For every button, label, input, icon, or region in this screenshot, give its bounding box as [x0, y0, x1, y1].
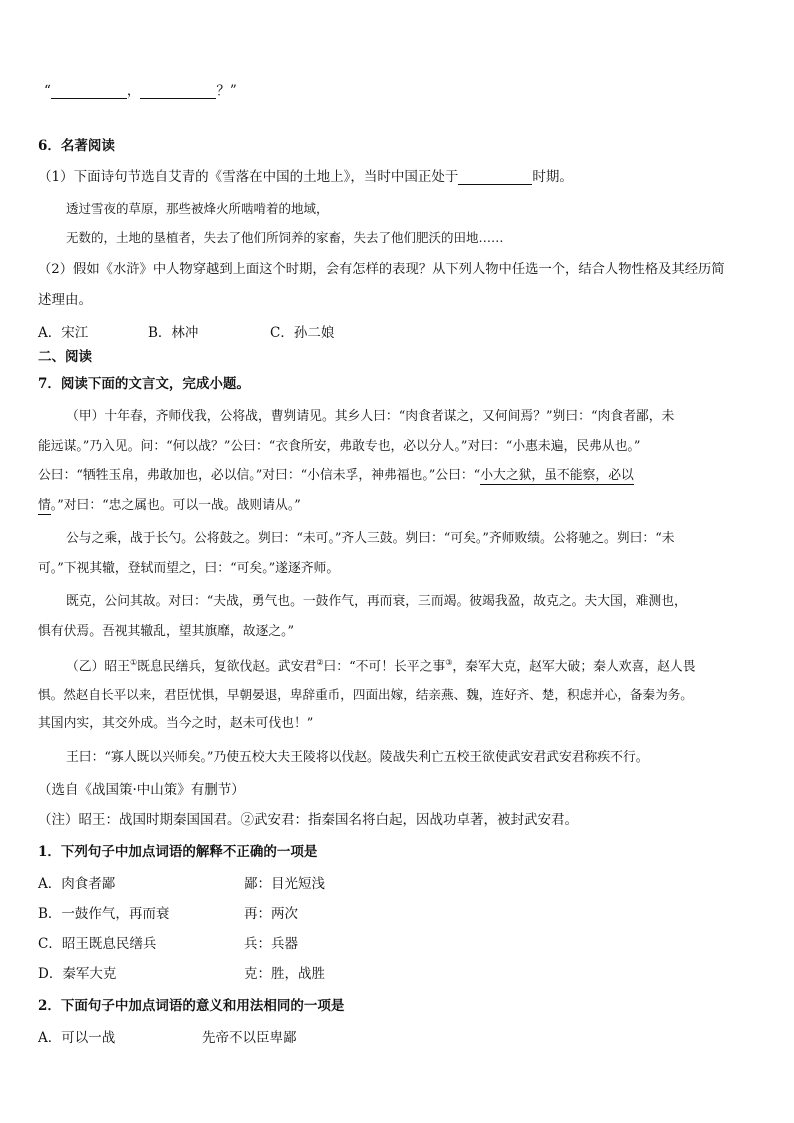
sub2-title: 2．下面句子中加点词语的意义和用法相同的一项是 — [38, 998, 345, 1014]
q7-title: 7．阅读下面的文言文，完成小题。 — [38, 376, 250, 392]
q6-part1 — [38, 170, 573, 185]
comma: ， — [126, 83, 141, 99]
yi-line-2: 惧。然赵自长平以来，君臣忧惧，早朝晏退，卑辞重币，四面出嫁，结亲燕、魏，连好齐、楚，积虑并心，备秦为务。 — [38, 687, 693, 702]
q6-part1-blank[interactable] — [458, 170, 532, 185]
poem-line-1: 透过雪夜的草原，那些被烽火所啮啃着的地域， — [66, 201, 329, 216]
yi-line-1 — [66, 659, 696, 674]
sub1-explain-c: 兵：兵器 — [244, 936, 298, 952]
jia-line-3 — [38, 470, 634, 483]
underlined-sentence-part1: 小大之狱，虽不能察，必以 — [480, 468, 634, 483]
jia-line-3-text: 公曰：“牺牲玉帛，弗敢加也，必以信。”对曰：“小信未孚，神弗福也。”公曰：“ — [38, 468, 481, 483]
passage-note: （注）昭王：战国时期秦国国君。②武安君：指秦国名将白起，因战功卓著，被封武安君。 — [38, 812, 578, 828]
jia-line-5: 公与之乘，战于长勺。公将鼓之。刿曰：“未可。”齐人三鼓。刿曰：“可矣。”齐师败绩。公将驰之。刿曰：“未 — [66, 531, 675, 546]
answer-blank-1[interactable] — [51, 84, 127, 99]
jia-line-1: （甲）十年春，齐师伐我，公将战，曹刿请见。其乡人曰：“肉食者谋之，又何间焉？”刿曰：“肉食者鄙，未 — [66, 409, 675, 424]
sub1-explain-b: 再：两次 — [244, 906, 298, 922]
yi-line-4: 王曰：“寡人既以兴师矣。”乃使五校大夫王陵将以伐赵。陵战失利亡五校王欲使武安君武安君称疾不行。 — [66, 750, 649, 765]
q6-part1-post: 时期。 — [532, 169, 573, 185]
poem-line-2: 无数的，土地的垦植者，失去了他们所饲养的家畜，失去了他们肥沃的田地…… — [66, 230, 504, 245]
sub1-option-a[interactable]: A．肉食者鄙 — [38, 876, 116, 892]
answer-blank-2[interactable] — [140, 84, 216, 99]
q6-option-b[interactable]: B．林冲 — [148, 325, 199, 341]
sub1-explain-d: 克：胜，战胜 — [244, 966, 325, 982]
sub1-title: 1．下列句子中加点词语的解释不正确的一项是 — [38, 844, 318, 860]
jia-line-8: 惧有伏焉。吾视其辙乱，望其旗靡，故逐之。” — [38, 624, 295, 639]
q6-option-a[interactable]: A．宋江 — [38, 325, 89, 341]
underlined-sentence-part2: 情 — [38, 498, 51, 513]
q6-title: 6．名著阅读 — [38, 138, 115, 154]
sub2-option-a[interactable]: A．可以一战 — [38, 1030, 116, 1046]
sub1-option-c[interactable]: C．昭王既息民缮兵 — [38, 936, 157, 952]
jia-line-7: 既克，公问其故。对曰：“夫战，勇气也。一鼓作气，再而衰，三而竭。彼竭我盈，故克之。夫大国，难测也， — [66, 594, 687, 609]
yi-line-1-d: ，秦军大克，赵军大破；秦人欢喜，赵人畏 — [452, 659, 696, 675]
sub1-option-b[interactable]: B．一鼓作气，再而衰 — [38, 906, 170, 922]
sub1-explain-a: 鄙：目光短浅 — [244, 876, 325, 892]
yi-line-1-c: 曰：“不可！长平之事 — [323, 659, 446, 675]
yi-line-3: 其国内实，其交外成。当今之时，赵未可伐也！” — [38, 716, 314, 731]
footnote-1: ① — [129, 658, 138, 667]
section-reading: 二、阅读 — [38, 349, 92, 365]
yi-line-1-a: （乙）昭王 — [66, 659, 130, 675]
yi-line-1-b: 既息民缮兵，复欲伐赵。武安君 — [137, 659, 317, 675]
passage-source: （选自《战国策·中山策》有删节） — [38, 782, 245, 798]
footnote-3: ③ — [445, 658, 453, 667]
jia-line-4 — [38, 500, 301, 513]
q6-part2-line1: （2）假如《水浒》中人物穿越到上面这个时期，会有怎样的表现？从下列人物中任选一个，结合人物性格及其经历简 — [38, 262, 725, 277]
sub2-explain-a: 先帝不以臣卑鄙 — [202, 1030, 297, 1046]
jia-line-2: 能远谋。”乃入见。问：“何以战？”公曰：“衣食所安，弗敢专也，必以分人。”对曰：“小惠未遍，民弗从也。” — [38, 439, 641, 454]
q6-part1-pre: （1）下面诗句节选自艾青的《雪落在中国的土地上》，当时中国正处于 — [38, 169, 459, 185]
footnote-2: ② — [316, 658, 324, 667]
fill-blank-line — [44, 84, 237, 99]
jia-line-6: 可。”下视其辙，登轼而望之，曰：“可矣。”遂逐齐师。 — [38, 561, 340, 576]
q6-part2-line2: 述理由。 — [38, 292, 92, 308]
open-quote: “ — [44, 83, 51, 99]
close-quote: ？” — [216, 83, 237, 99]
q6-option-c[interactable]: C．孙二娘 — [270, 325, 335, 341]
sub1-option-d[interactable]: D．秦军大克 — [38, 966, 117, 982]
jia-line-4-text: 。”对曰：“忠之属也。可以一战。战则请从。” — [50, 498, 301, 513]
